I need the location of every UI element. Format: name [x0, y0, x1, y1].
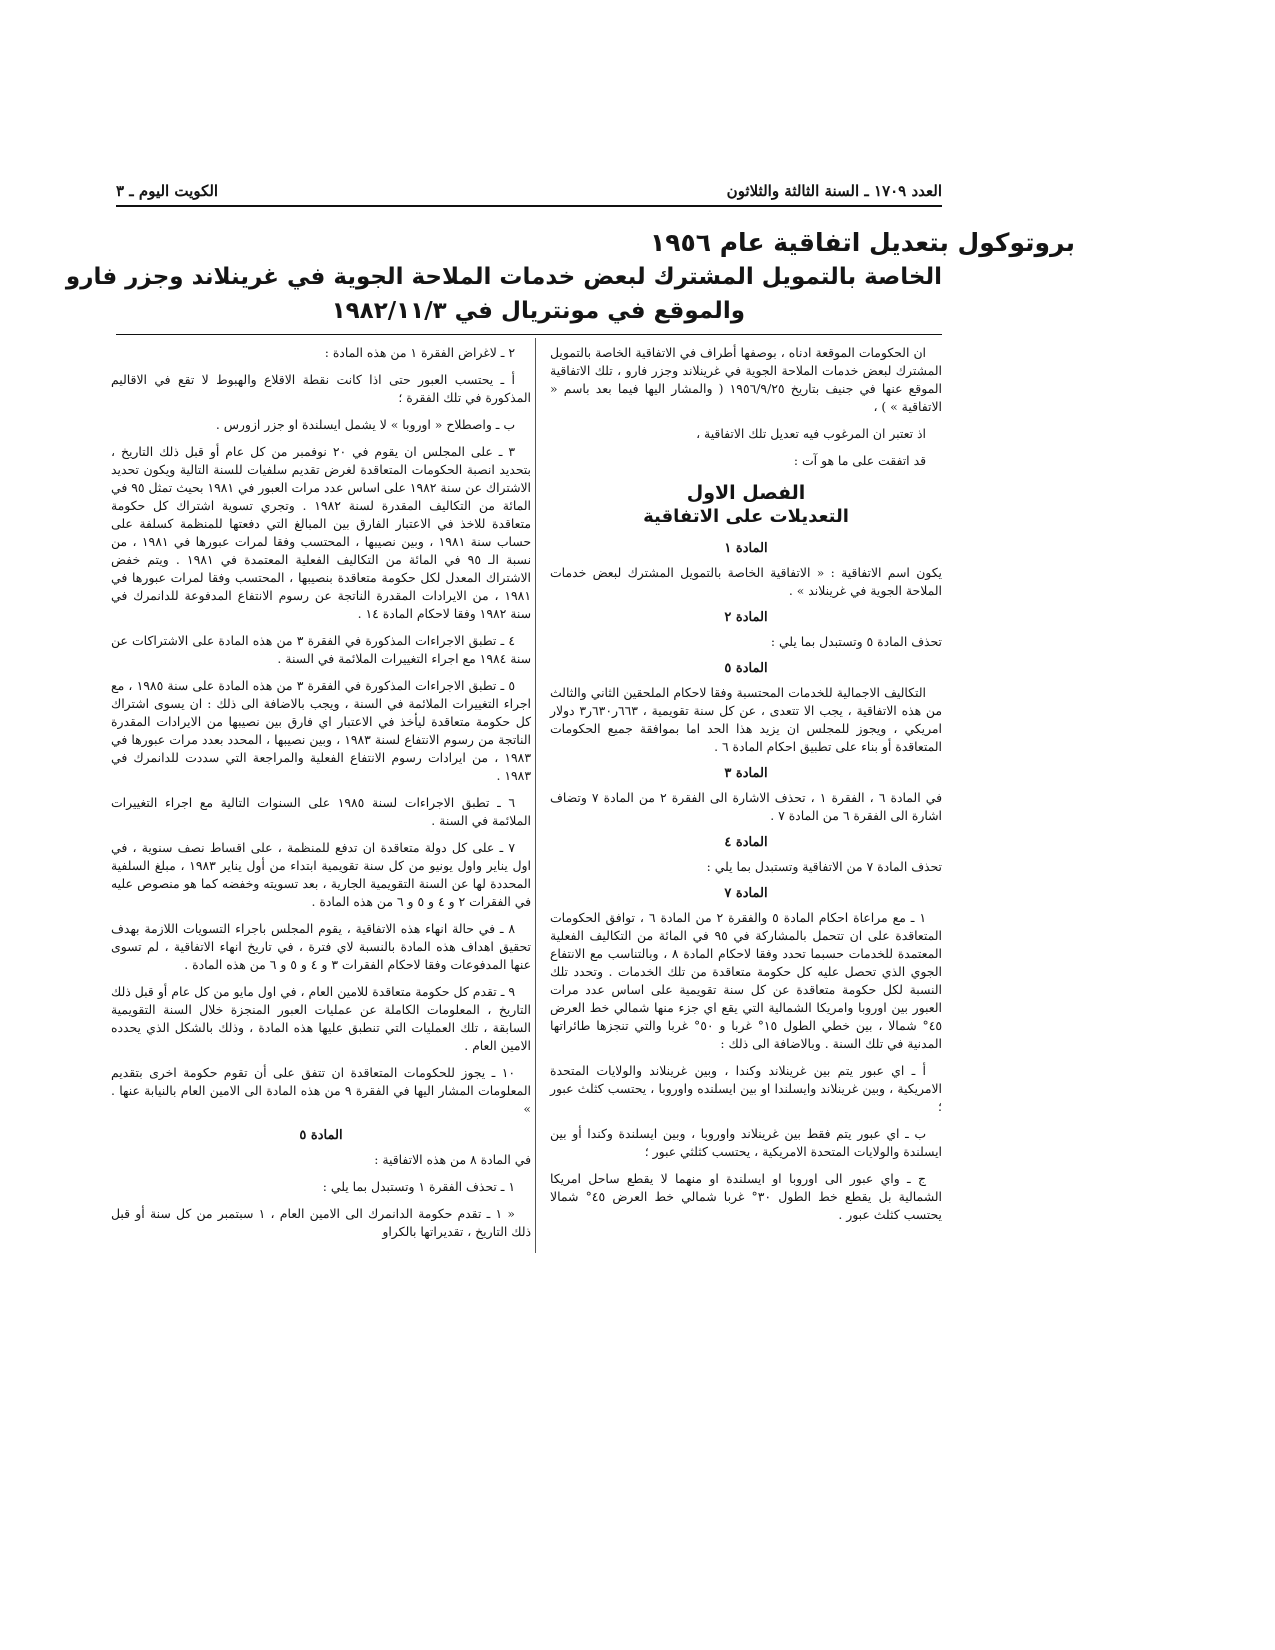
article-text: في المادة ٨ من هذه الاتفاقية :	[374, 1152, 531, 1167]
paragraph: ٥ ـ تطبق الاجراءات المذكورة في الفقرة ٣ من هذه المادة على سنة ١٩٨٥ ، مع اجراء التغييرات الملائمة في السنة ، ويجب بالاضافة الى ذلك : ان يسوى اشتراك كل حكومة متعاقدة ليأخذ في الاعتبار اي فارق بين نصيبها من الايرادات المقدرة الناتجة من رسوم الانتفاع لسنة ١٩٨٣ ، وبين نصيبها ، المحدد بعدد مرات عبورها في ١٩٨٣ ، من ايرادات رسوم الانتفاع الفعلية والمراجعة التي سددت للدانمرك في ١٩٨٣ .	[111, 678, 531, 783]
article-text: تحذف المادة ٧ من الاتفاقية وتستبدل بما يلي :	[706, 859, 942, 874]
article-text: « ١ ـ تقدم حكومة الدانمرك الى الامين العام ، ١ سبتمبر من كل سنة أو قبل ذلك التاريخ ، تقديراتها بالكراو	[111, 1206, 531, 1239]
article-text: ج ـ واي عبور الى اوروبا او ايسلندة او منهما لا يقطع ساحل امريكا الشمالية بل يقطع خط الطول ٣٠° غربا شمالي خط العرض ٤٥° شمالا يحتسب كثلث عبور .	[550, 1171, 942, 1222]
title-rule	[116, 334, 942, 335]
page-header	[116, 182, 942, 204]
paragraph: ٧ ـ على كل دولة متعاقدة ان تدفع للمنظمة ، على اقساط نصف سنوية ، في اول يناير واول يونيو من كل سنة تقويمية ابتداء من أول يناير ١٩٨٣ ، مبلغ السلفية المحددة لها عن السنة التقويمية الجارية ، بعد تسويته وخفضه كما هو منصوص عليه في الفقرات ٢ و ٤ و ٥ و ٦ من هذه المادة .	[111, 840, 531, 909]
left-column	[111, 344, 531, 1250]
paragraph: أ ـ يحتسب العبور حتى اذا كانت نقطة الاقلاع والهبوط لا تقع في الاقاليم المذكورة في تلك الفقرة ؛	[111, 372, 531, 405]
article-text: في المادة ٦ ، الفقرة ١ ، تحذف الاشارة الى الفقرة ٢ من المادة ٧ وتضاف اشارة الى الفقرة ٦ من المادة ٧ .	[550, 790, 942, 823]
title-line-2: الخاصة بالتمويل المشترك لبعض خدمات الملاحة الجوية في غرينلاند وجزر فارو	[65, 264, 942, 290]
article-heading: المادة ٢	[724, 610, 768, 625]
paragraph: ٢ ـ لاغراض الفقرة ١ من هذه المادة :	[324, 345, 515, 360]
title-line-1: بروتوكول بتعديل اتفاقية عام ١٩٥٦	[649, 228, 1075, 257]
paragraph: ٨ ـ في حالة انهاء هذه الاتفاقية ، يقوم المجلس باجراء التسويات اللازمة بهدف تحقيق اهداف هذه المادة بالنسبة لاي فترة ، في تاريخ انهاء الاتفاقية ، لم تسوى عنها المدفوعات وفقا لاحكام الفقرات ٣ و ٤ و ٥ و ٦ من هذه المادة .	[111, 921, 531, 972]
article-text: أ ـ اي عبور يتم بين غرينلاند وكندا ، وبين غرينلاند والولايات المتحدة الامريكية ، وبين غرينلاند وايسلندا او بين ايسلنده واوروبا ، يحتسب كثلث عبور ؛	[550, 1063, 942, 1114]
article-text: التكاليف الاجمالية للخدمات المحتسبة وفقا لاحكام الملحقين الثاني والثالث من هذه الاتفاقية ، يجب الا تتعدى ، عن كل سنة تقويمية ، ٦٦٣ر٦٣٠ر٣ دولار امريكي ، ويجوز للمجلس ان يزيد هذا الحد اما بموافقة جميع الحكومات المتعاقدة أو بناء على تطبيق احكام المادة ٦ .	[550, 685, 942, 754]
article-text: ١ ـ مع مراعاة احكام المادة ٥ والفقرة ٢ من المادة ٦ ، توافق الحكومات المتعاقدة على ان تتحمل بالمشاركة في ٩٥ في المائة من التكاليف الفعلية المعتمدة للخدمات حسبما تحدد وفقا لاحكام المادة ٨ ، وبالتناسب مع الانتفاع الجوي الذي تحصل عليه كل حكومة متعاقدة من تلك الخدمات . وتحدد تلك النسبة لكل حكومة متعاقدة عن كل سنة تقويمية على اساس عدد مرات العبور بين اوروبا وامريكا الشمالية التي يقع اي جزء منها شمالي خط العرض ٤٥° شمالا ، بين خطي الطول ١٥° غربا و ٥٠° غربا والتي تنجزها طائراتها المدنية في تلك السنة . وبالاضافة الى ذلك :	[550, 910, 943, 1051]
article-heading: المادة ٤	[724, 835, 768, 850]
paragraph: ٦ ـ تطبق الاجراءات لسنة ١٩٨٥ على السنوات التالية مع اجراء التغييرات الملائمة في السنة .	[111, 795, 531, 828]
preamble-paragraph: قد اتفقت على ما هو آت :	[793, 453, 926, 468]
article-heading: المادة ٥	[724, 661, 768, 676]
paragraph: ٩ ـ تقدم كل حكومة متعاقدة للامين العام ، في اول مايو من كل عام أو قبل ذلك التاريخ ، المعلومات الكاملة عن عمليات العبور المنجزة خلال السنة التقويمية السابقة ، تلك العمليات التي تنطبق عليها هذه المادة ، وذلك بالشكل الذي يحدده الامين العام .	[111, 984, 531, 1053]
chapter-heading: الفصل الاول	[686, 482, 806, 504]
paragraph: ب ـ واصطلاح « اوروبا » لا يشمل ايسلندة او جزر ازورس .	[215, 417, 515, 432]
issue-info: العدد ١٧٠٩ ـ السنة الثالثة والثلاثون	[726, 182, 942, 200]
article-text: ب ـ اي عبور يتم فقط بين غرينلاند واوروبا ، وبين ايسلندة وكندا أو بين ايسلندة والولايات المتحدة الامريكية ، يحتسب كثلثي عبور ؛	[550, 1126, 942, 1159]
paragraph: ١٠ ـ يجوز للحكومات المتعاقدة ان تتفق على أن تقوم حكومة اخرى بتقديم المعلومات المشار اليها في الفقرة ٩ من هذه المادة الى الامين العام بالنيابة عنها . »	[111, 1065, 531, 1116]
chapter-subheading: التعديلات على الاتفاقية	[643, 506, 849, 527]
article-text: يكون اسم الاتفاقية : « الاتفاقية الخاصة بالتمويل المشترك لبعض خدمات الملاحة الجوية في غرينلاند » .	[550, 565, 942, 598]
article-heading: المادة ١	[724, 541, 768, 556]
article-text: تحذف المادة ٥ وتستبدل بما يلي :	[770, 634, 942, 649]
article-text: ١ ـ تحذف الفقرة ١ وتستبدل بما يلي :	[322, 1179, 515, 1194]
article-heading: المادة ٥	[299, 1128, 343, 1143]
preamble-paragraph: ان الحكومات الموقعة ادناه ، بوصفها أطراف في الاتفاقية الخاصة بالتمويل المشترك لبعض خدمات الملاحة الجوية في غرينلاند وجزر فارو ، تلك الاتفاقية الموقع عنها في جنيف بتاريخ ١٩٥٦/٩/٢٥ ( والمشار اليها فيما بعد باسم « الاتفاقية » ) ،	[550, 345, 942, 414]
paragraph: ٣ ـ على المجلس ان يقوم في ٢٠ نوفمبر من كل عام أو قبل ذلك التاريخ ، بتحديد انصبة الحكومات المتعاقدة لغرض تقديم سلفيات للسنة التالية ويكون تحديد الاشتراك عن سنة ١٩٨٢ على اساس عدد مرات العبور في ١٩٨١ بحيث تمثل ٩٥ في المائة من التكاليف المقدرة لسنة ١٩٨٢ . وتجري تسوية اشتراك كل حكومة متعاقدة للاخذ في الاعتبار الفارق بين المبالغ التي دفعتها للمنظمة كسلفة على حساب سنة ١٩٨١ ، وبين نصيبها ، المحتسب وفقا لمرات عبورها في ١٩٨١ ، من نسبة الـ ٩٥ في المائة من التكاليف الفعلية المعتمدة في ١٩٨١ . ويتم خفض الاشتراك المعدل لكل حكومة متعاقدة بنصيبها ، المحتسب وفقا لمرات عبورها في ١٩٨١ ، من الايرادات المقدرة الناتجة عن رسوم الانتفاع المدفوعة للدانمرك في سنة ١٩٨٢ وفقا لاحكام المادة ١٤ .	[111, 444, 532, 621]
header-rule	[116, 205, 942, 207]
article-heading: المادة ٧	[724, 886, 768, 901]
paragraph: ٤ ـ تطبق الاجراءات المذكورة في الفقرة ٣ من هذه المادة على الاشتراكات عن سنة ١٩٨٤ مع اجراء التغييرات الملائمة في السنة .	[111, 633, 531, 666]
column-divider	[535, 338, 536, 1253]
preamble-paragraph: اذ تعتبر ان المرغوب فيه تعديل تلك الاتفاقية ،	[696, 426, 926, 441]
right-column	[550, 344, 942, 1233]
article-heading: المادة ٣	[724, 766, 768, 781]
title-line-3: والموقع في مونتريال في ١٩٨٢/١١/٣	[331, 298, 745, 324]
newspaper-name: الكويت اليوم ـ ٣	[116, 182, 219, 200]
